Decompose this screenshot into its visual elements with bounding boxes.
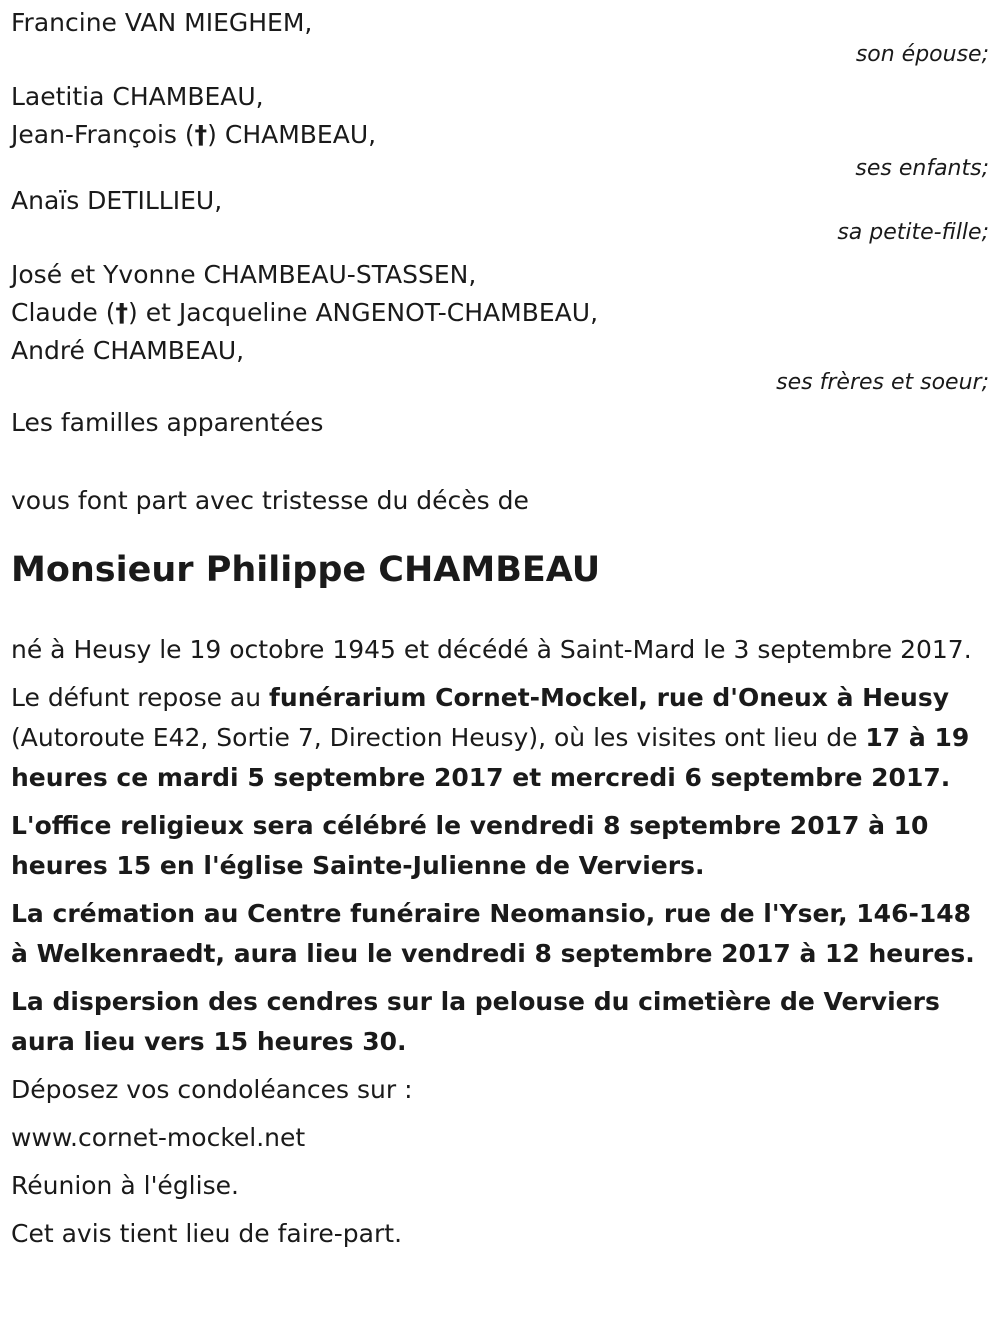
dispersion-info: La dispersion des cendres sur la pelouse du cimetière de Verviers aura lieu vers 15 heures 30.	[11, 987, 940, 1056]
granddaughter-role: sa petite-fille;	[837, 220, 989, 245]
spouse-name: Francine VAN MIEGHEM,	[11, 8, 313, 37]
dagger-icon: †	[115, 298, 129, 327]
birth-death: né à Heusy le 19 octobre 1945 et décédé à Saint-Mard le 3 septembre 2017.	[11, 635, 972, 664]
sibling-name-deceased	[11, 294, 989, 332]
siblings-role: ses frères et soeur;	[776, 370, 989, 395]
repose-info	[11, 678, 989, 798]
repose-place: funérarium Cornet-Mockel, rue d'Oneux à Heusy	[269, 683, 950, 712]
visiting-hours: 17 à 19 heures ce mardi 5 septembre 2017 et mercredi 6 septembre 2017.	[11, 723, 970, 792]
spouse-block	[11, 4, 989, 68]
children-block	[11, 78, 989, 182]
notice-note: Cet avis tient lieu de faire-part.	[11, 1219, 403, 1248]
sibling-last-name: ) et Jacqueline ANGENOT-CHAMBEAU,	[128, 298, 599, 327]
repose-directions: (Autoroute E42, Sortie 7, Direction Heusy), où les visites ont lieu de	[11, 723, 866, 752]
announcement: vous font part avec tristesse du décès de	[11, 486, 529, 515]
website-link[interactable]: www.cornet-mockel.net	[11, 1123, 306, 1152]
child-name-deceased	[11, 116, 989, 154]
granddaughter-block	[11, 182, 989, 246]
spouse-role: son épouse;	[855, 42, 989, 67]
sibling-first-name: Claude (	[11, 298, 116, 327]
child-first-name: Jean-François (	[11, 120, 195, 149]
deceased-name: Monsieur Philippe CHAMBEAU	[11, 550, 601, 590]
sibling-name: André CHAMBEAU,	[11, 336, 245, 365]
child-name: Laetitia CHAMBEAU,	[11, 82, 264, 111]
siblings-block	[11, 256, 989, 396]
dagger-icon: †	[194, 120, 208, 149]
relatives: Les familles apparentées	[11, 408, 324, 437]
condolences-label: Déposez vos condoléances sur :	[11, 1075, 413, 1104]
sibling-name: José et Yvonne CHAMBEAU-STASSEN,	[11, 260, 477, 289]
granddaughter-name: Anaïs DETILLIEU,	[11, 186, 223, 215]
office-info: L'office religieux sera célébré le vendredi 8 septembre 2017 à 10 heures 15 en l'église Sainte-Julienne de Verviers.	[11, 811, 929, 880]
reunion-note: Réunion à l'église.	[11, 1171, 239, 1200]
obituary-notice	[11, 0, 989, 1254]
child-last-name: ) CHAMBEAU,	[207, 120, 377, 149]
repose-intro: Le défunt repose au	[11, 683, 270, 712]
children-role: ses enfants;	[855, 156, 989, 181]
cremation-info: La crémation au Centre funéraire Neomansio, rue de l'Yser, 146-148 à Welkenraedt, aura lieu le vendredi 8 septembre 2017 à 12 heures.	[11, 899, 975, 968]
